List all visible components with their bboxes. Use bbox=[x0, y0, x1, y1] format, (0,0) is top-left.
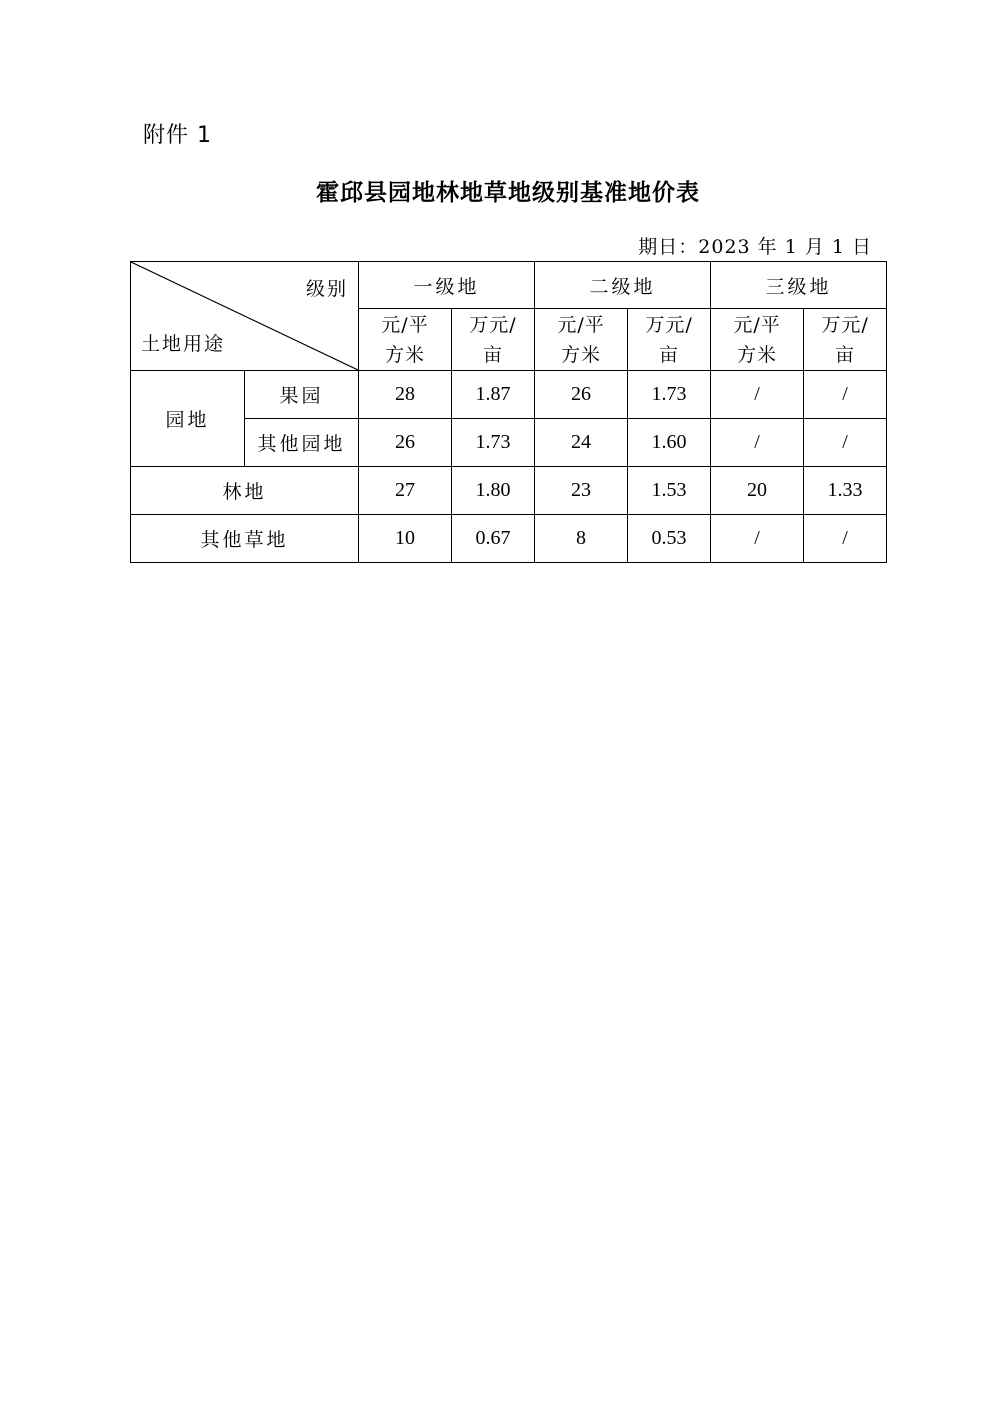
table-cell: 28 bbox=[359, 371, 452, 419]
table-cell: 1.73 bbox=[628, 371, 711, 419]
table-row bbox=[131, 419, 887, 467]
grade-header-2: 二级地 bbox=[535, 262, 711, 309]
unit-sqm-grade1: 元/平 方米 bbox=[359, 309, 452, 371]
unit-mu-grade1: 万元/ 亩 bbox=[452, 309, 535, 371]
table-cell: 23 bbox=[535, 467, 628, 515]
diagonal-header-cell bbox=[131, 262, 359, 371]
table-cell: 0.67 bbox=[452, 515, 535, 563]
table-cell: / bbox=[804, 419, 887, 467]
table-cell: / bbox=[711, 371, 804, 419]
land-use-axis-label: 土地用途 bbox=[141, 333, 226, 355]
attachment-label: 附件 1 bbox=[143, 123, 212, 148]
row-label-other-grass: 其他草地 bbox=[131, 515, 359, 563]
table-cell: 1.60 bbox=[628, 419, 711, 467]
table-row bbox=[131, 371, 887, 419]
garden-group-label: 园地 bbox=[131, 371, 245, 467]
table-cell: 8 bbox=[535, 515, 628, 563]
price-table bbox=[130, 261, 887, 563]
table-cell: 26 bbox=[359, 419, 452, 467]
unit-sqm-grade2: 元/平 方米 bbox=[535, 309, 628, 371]
grade-header-1: 一级地 bbox=[359, 262, 535, 309]
table-cell: 10 bbox=[359, 515, 452, 563]
unit-mu-grade2: 万元/ 亩 bbox=[628, 309, 711, 371]
table-cell: / bbox=[711, 515, 804, 563]
unit-mu-grade3: 万元/ 亩 bbox=[804, 309, 887, 371]
table-cell: 26 bbox=[535, 371, 628, 419]
table-cell: 27 bbox=[359, 467, 452, 515]
table-cell: 24 bbox=[535, 419, 628, 467]
grade-axis-label: 级别 bbox=[305, 278, 348, 300]
table-cell: 1.80 bbox=[452, 467, 535, 515]
table-cell: 20 bbox=[711, 467, 804, 515]
row-label-forest: 林地 bbox=[131, 467, 359, 515]
table-cell: 0.53 bbox=[628, 515, 711, 563]
table-row bbox=[131, 467, 887, 515]
page-title: 霍邱县园地林地草地级别基准地价表 bbox=[316, 180, 700, 206]
row-label-other-garden: 其他园地 bbox=[245, 419, 359, 467]
row-label-orchard: 果园 bbox=[245, 371, 359, 419]
date-line: 期日：2023 年 1 月 1 日 bbox=[638, 236, 872, 258]
table-cell: / bbox=[804, 515, 887, 563]
unit-sqm-grade3: 元/平 方米 bbox=[711, 309, 804, 371]
grade-header-3: 三级地 bbox=[711, 262, 887, 309]
table-cell: / bbox=[804, 371, 887, 419]
table-cell: 1.53 bbox=[628, 467, 711, 515]
table-cell: 1.87 bbox=[452, 371, 535, 419]
table-cell: 1.73 bbox=[452, 419, 535, 467]
table-cell: 1.33 bbox=[804, 467, 887, 515]
header-row-grades bbox=[131, 262, 887, 309]
table-row bbox=[131, 515, 887, 563]
table-cell: / bbox=[711, 419, 804, 467]
